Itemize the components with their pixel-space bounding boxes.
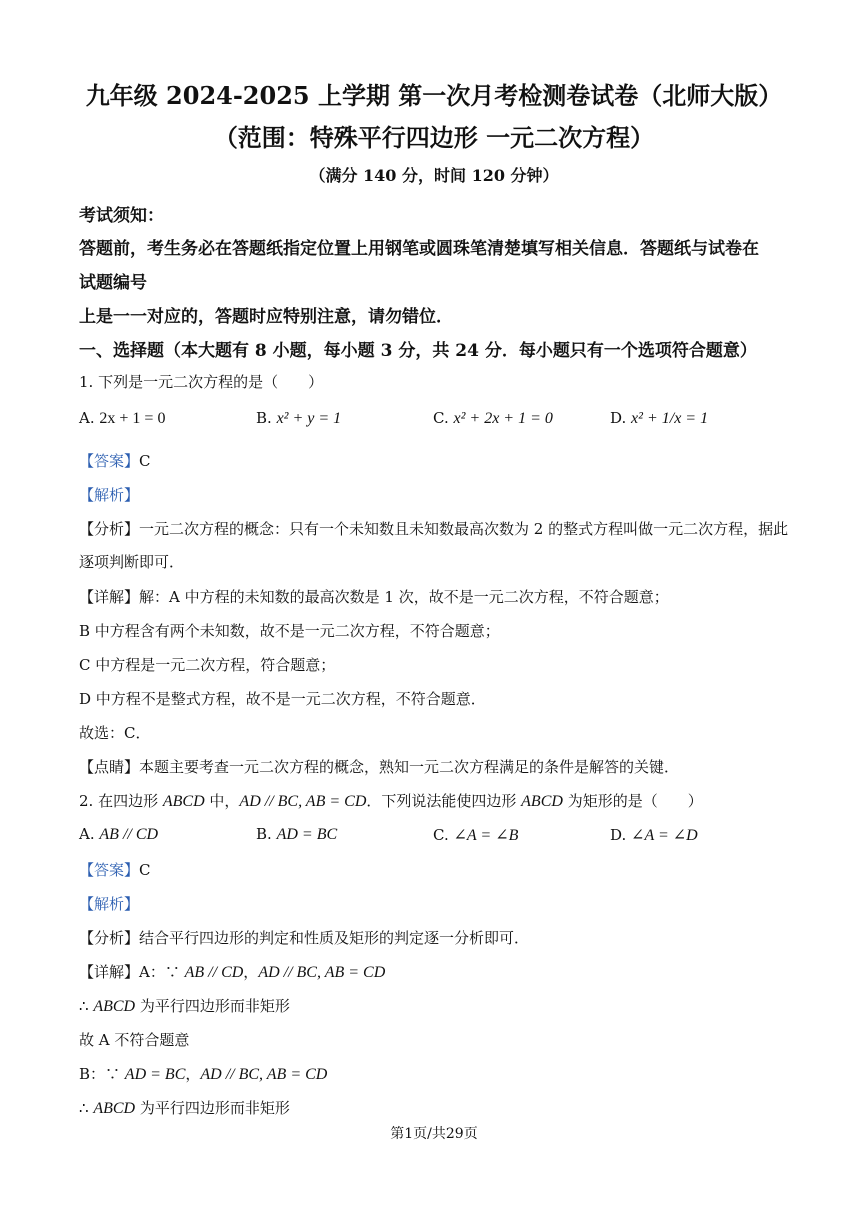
q1-note <box>79 756 679 777</box>
fenxi-text: 结合平行四边形的判定和性质及矩形的判定逐一分析即可． <box>139 929 530 947</box>
q2-stem-text: 为矩形的是（ ） <box>562 792 703 810</box>
option-letter: C. <box>433 409 449 427</box>
option-expression: 2x + 1 = 0 <box>99 410 166 427</box>
q1-analysis-tag: 【解析】 <box>79 486 140 504</box>
detail-tag: 【详解】 <box>79 588 140 606</box>
q2-detail-line-1 <box>79 961 385 982</box>
answer-value: C <box>139 452 151 470</box>
q2-answer <box>79 859 151 880</box>
q2-stem-math: AD // BC, AB = CD <box>239 793 367 810</box>
option-letter: B. <box>256 409 272 427</box>
fenxi-text: 一元二次方程的概念：只有一个未知数且未知数最高次数为 2 的整式方程叫做一元二次方程，据此 <box>139 520 789 538</box>
q2-stem-text: ．下列说法能使四边形 <box>366 792 522 810</box>
detail-text: B：∵ <box>79 1065 125 1083</box>
q2-stem-math: ABCD <box>162 793 205 810</box>
q1-fenxi-line-2: 逐项判断即可． <box>79 553 185 571</box>
detail-math: AD = BC <box>124 1066 186 1083</box>
fenxi-tag: 【分析】 <box>79 520 140 538</box>
detail-math: ABCD <box>93 1100 136 1117</box>
detail-math: AB // CD <box>184 964 244 981</box>
option-expression: x² + y = 1 <box>276 410 342 427</box>
option-expression: AD = BC <box>276 826 338 843</box>
option-letter: A. <box>79 825 95 843</box>
option-letter: C. <box>433 826 449 844</box>
q2-option-b <box>256 825 337 844</box>
notice-line-3: 上是一一对应的，答题时应特别注意，请勿错位． <box>79 307 453 327</box>
detail-text: ∴ <box>79 997 94 1015</box>
q2-detail-line-2 <box>79 995 290 1016</box>
detail-text: ， <box>185 1065 201 1083</box>
q1-answer <box>79 450 151 471</box>
q1-detail-line-4: D 中方程不是整式方程，故不是一元二次方程，不符合题意． <box>79 690 486 708</box>
q1-choose: 故选：C． <box>79 724 151 742</box>
option-expression: x² + 1/x = 1 <box>631 410 709 427</box>
q2-stem-text: 2. 在四边形 <box>79 792 163 810</box>
detail-math: AD // BC, AB = CD <box>258 964 386 981</box>
q2-detail-line-5 <box>79 1097 290 1118</box>
q1-option-a <box>79 409 165 428</box>
notice-heading: 考试须知： <box>79 206 164 226</box>
q1-option-b <box>256 409 341 428</box>
q2-analysis-tag: 【解析】 <box>79 895 140 913</box>
q2-fenxi <box>79 927 529 948</box>
q1-option-d <box>610 409 708 428</box>
answer-tag: 【答案】 <box>79 452 140 470</box>
option-expression: ∠A = ∠D <box>631 827 698 844</box>
detail-math: ABCD <box>93 998 136 1015</box>
option-letter: D. <box>610 826 627 844</box>
answer-tag: 【答案】 <box>79 861 140 879</box>
q1-stem: 1. 下列是一元二次方程的是（ ） <box>79 373 324 391</box>
q1-detail-line-1 <box>79 586 669 607</box>
option-expression: AB // CD <box>99 826 159 843</box>
q1-option-c <box>433 409 553 428</box>
answer-value: C <box>139 861 151 879</box>
detail-text: A：∵ <box>139 963 185 981</box>
notice-line-2: 试题编号 <box>79 273 147 293</box>
exam-meta: （满分 140 分，时间 120 分钟） <box>309 166 559 185</box>
q1-fenxi-line-1 <box>79 518 788 539</box>
detail-tag: 【详解】 <box>79 963 140 981</box>
q1-detail-line-3: C 中方程是一元二次方程，符合题意； <box>79 656 336 674</box>
detail-math: AD // BC, AB = CD <box>200 1066 328 1083</box>
q2-option-a <box>79 825 158 844</box>
detail-text: ∴ <box>79 1099 94 1117</box>
page-number: 第1页/共29页 <box>390 1126 478 1142</box>
note-text: 本题主要考查一元二次方程的概念，熟知一元二次方程满足的条件是解答的关键． <box>139 758 680 776</box>
q2-detail-line-4 <box>79 1063 327 1084</box>
option-expression: x² + 2x + 1 = 0 <box>453 410 553 427</box>
option-letter: D. <box>610 409 627 427</box>
fenxi-tag: 【分析】 <box>79 929 140 947</box>
exam-title: 九年级 2024-2025 上学期 第一次月考检测卷试卷（北师大版） <box>85 81 783 110</box>
detail-text: 为平行四边形而非矩形 <box>135 1099 290 1117</box>
q2-detail-line-3: 故 A 不符合题意 <box>79 1031 190 1049</box>
exam-scope: （范围：特殊平行四边形 一元二次方程） <box>213 123 655 152</box>
detail-text: 为平行四边形而非矩形 <box>135 997 290 1015</box>
section-heading: 一、选择题（本大题有 8 小题，每小题 3 分，共 24 分．每小题只有一个选项符合题意） <box>79 341 757 361</box>
option-expression: ∠A = ∠B <box>453 827 519 844</box>
notice-line-1: 答题前，考生务必在答题纸指定位置上用钢笔或圆珠笔清楚填写相关信息．答题纸与试卷在 <box>79 239 759 259</box>
option-letter: A. <box>79 409 95 427</box>
q2-stem-math: ABCD <box>521 793 563 810</box>
option-letter: B. <box>256 825 272 843</box>
q2-option-d <box>610 825 698 845</box>
q1-detail-line-2: B 中方程含有两个未知数，故不是一元二次方程，不符合题意； <box>79 622 500 640</box>
q2-stem <box>79 790 703 811</box>
q2-option-c <box>433 825 518 845</box>
note-tag: 【点睛】 <box>79 758 140 776</box>
detail-text: ， <box>243 963 259 981</box>
q2-stem-text: 中， <box>204 792 240 810</box>
detail-text: 解：A 中方程的未知数的最高次数是 1 次，故不是一元二次方程，不符合题意； <box>139 588 669 606</box>
